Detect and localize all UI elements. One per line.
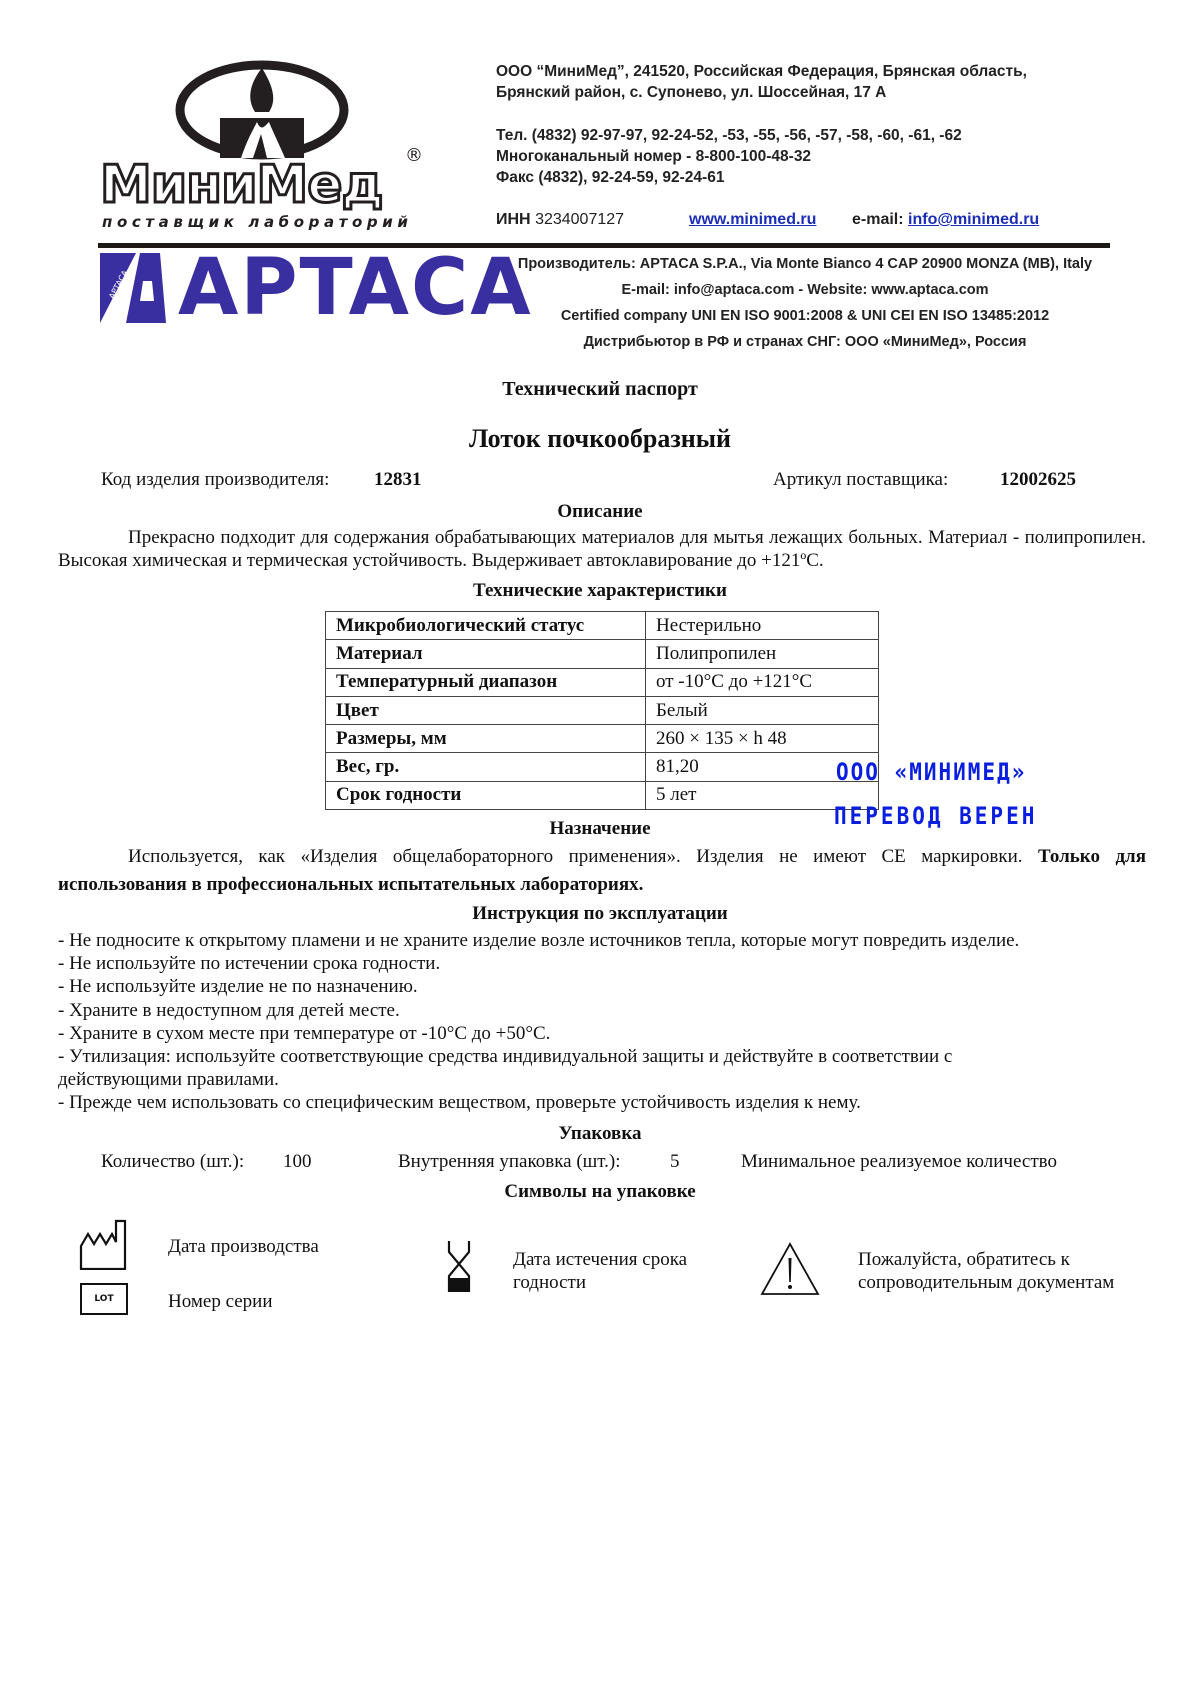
warning-triangle-icon [760, 1242, 820, 1296]
purpose-text-bold: Только для использования в профессиональных испытательных лабораториях. [58, 846, 1146, 895]
specs-heading: Технические характеристики [473, 580, 727, 601]
list-item: действующими правилами. [58, 1069, 279, 1091]
table-row [326, 668, 879, 696]
manufacturer-code-value: 12831 [374, 469, 422, 490]
spec-key: Микробиологический статус [326, 612, 646, 640]
minimed-tagline: поставщик лабораторий [102, 213, 413, 231]
consult-documents-label [858, 1248, 1114, 1294]
fax-line: Факс (4832), 92-24-59, 92-24-61 [496, 169, 725, 186]
distributor-info: Дистрибьютор в РФ и странах СНГ: ООО «МиниМед», Россия [583, 334, 1027, 350]
list-item: - Утилизация: используйте соответствующие средства индивидуальной защиты и действуйте в соответствии с [58, 1046, 953, 1068]
hourglass-icon [446, 1240, 472, 1292]
purpose-heading: Назначение [549, 818, 651, 839]
manufacturer-contacts: E-mail: info@aptaca.com - Website: www.aptaca.com [621, 282, 989, 298]
multichannel-line: Многоканальный номер - 8-800-100-48-32 [496, 148, 812, 165]
spec-key: Срок годности [326, 781, 646, 809]
address-line-2: Брянский район, с. Супонево, ул. Шоссейная, 17 А [496, 84, 887, 101]
packaging-heading: Упаковка [558, 1123, 642, 1144]
email-label: e-mail: [852, 211, 904, 228]
aptaca-wordmark: APTACA [178, 243, 533, 333]
expiry-date-label [513, 1248, 687, 1294]
inner-pack-value: 5 [670, 1151, 680, 1172]
spec-key: Температурный диапазон [326, 668, 646, 696]
instructions-list [58, 929, 1158, 1115]
company-address [496, 61, 1027, 103]
spec-key: Материал [326, 640, 646, 668]
spec-value: 81,20 [646, 753, 879, 781]
translation-stamp-company: ООО «МИНИМЕД» [836, 758, 1027, 786]
purpose-text [58, 843, 1146, 899]
spec-key: Размеры, мм [326, 725, 646, 753]
registered-mark: ® [405, 145, 423, 166]
spec-value: 5 лет [646, 781, 879, 809]
inn-label: ИНН [496, 211, 531, 228]
translation-stamp-verified: ПЕРЕВОД ВЕРЕН [834, 802, 1038, 830]
instructions-heading: Инструкция по эксплуатации [472, 903, 728, 924]
expiry-date-label-line1: Дата истечения срока [513, 1249, 688, 1270]
consult-documents-label-line2: сопроводительным документам [858, 1272, 1115, 1293]
table-row [326, 612, 879, 640]
email-link[interactable]: info@minimed.ru [908, 211, 1040, 228]
spec-value: Полипропилен [646, 640, 879, 668]
table-row [326, 753, 879, 781]
inn-value: 3234007127 [535, 211, 625, 228]
lot-icon-text: LOT [94, 1294, 114, 1304]
table-row [326, 725, 879, 753]
inner-pack-label: Внутренняя упаковка (шт.): [398, 1151, 621, 1172]
list-item: - Храните в сухом месте при температуре от -10°С до +50°С. [58, 1022, 551, 1044]
table-row [326, 781, 879, 809]
description-text: Прекрасно подходит для содержания обрабатывающих материалов для мытья лежащих больных. Материал - полипропилен. Высокая химическая и термическая устойчивость. Выдерживает автоклавирование до +121ºС. [58, 527, 1146, 571]
svg-text:APTACA: APTACA [107, 268, 130, 301]
company-identifiers [496, 209, 1040, 230]
supplier-code-label: Артикул поставщика: [773, 469, 949, 490]
spec-value: 260 × 135 × h 48 [646, 725, 879, 753]
flame-emblem-icon [175, 60, 350, 160]
spec-key: Цвет [326, 696, 646, 724]
product-title: Лоток почкообразный [468, 424, 732, 453]
website-link[interactable]: www.minimed.ru [689, 211, 817, 228]
list-item: - Храните в недоступном для детей месте. [58, 999, 400, 1021]
phone-line: Тел. (4832) 92-97-97, 92-24-52, -53, -55, -56, -57, -58, -60, -61, -62 [496, 127, 962, 144]
aptaca-logo [100, 243, 533, 333]
symbols-heading: Символы на упаковке [504, 1181, 696, 1202]
document-type: Технический паспорт [502, 378, 698, 400]
quantity-value: 100 [283, 1151, 312, 1172]
list-item: - Прежде чем использовать со специфическим веществом, проверьте устойчивость изделия к нему. [58, 1092, 861, 1114]
list-item: - Не используйте по истечении срока годности. [58, 953, 441, 975]
minimed-logo [100, 55, 430, 235]
expiry-date-label-line2: годности [513, 1272, 586, 1293]
spec-value: Нестерильно [646, 612, 879, 640]
lot-icon [80, 1283, 128, 1315]
min-quantity-label: Минимальное реализуемое количество [741, 1151, 1057, 1172]
description-heading: Описание [557, 501, 643, 522]
minimed-wordmark: МиниМед [100, 155, 383, 215]
manufacturer-address: Производитель: APTACA S.P.A., Via Monte Bianco 4 CAP 20900 MONZA (MB), Italy [517, 256, 1093, 272]
table-row [326, 696, 879, 724]
list-item: - Не используйте изделие не по назначению. [58, 976, 418, 998]
email-group [852, 209, 1039, 230]
spec-value: Белый [646, 696, 879, 724]
address-line-1: ООО “МиниМед”, 241520, Российская Федерация, Брянская область, [496, 63, 1027, 80]
batch-number-label: Номер серии [168, 1291, 273, 1312]
company-phones [496, 125, 962, 188]
supplier-code-value: 12002625 [1000, 469, 1076, 490]
aptaca-triangle-logo-icon [100, 253, 166, 323]
list-item: - Не подносите к открытому пламени и не храните изделие возле источников тепла, которые могут повредить изделие. [58, 930, 1020, 951]
manufacturer-code-label: Код изделия производителя: [101, 469, 330, 490]
consult-documents-label-line1: Пожалуйста, обратитесь к [858, 1249, 1070, 1270]
specs-table [325, 611, 879, 810]
quantity-label: Количество (шт.): [101, 1151, 245, 1172]
table-row [326, 640, 879, 668]
spec-value: от -10°С до +121°С [646, 668, 879, 696]
factory-icon [78, 1218, 128, 1270]
purpose-text-regular: Используется, как «Изделия общелабораторного применения». Изделия не имеют СЕ маркировки. [128, 846, 1039, 867]
manufacturer-certification: Certified company UNI EN ISO 9001:2008 & UNI CEI EN ISO 13485:2012 [560, 308, 1050, 324]
spec-key: Вес, гр. [326, 753, 646, 781]
manufacture-date-label: Дата производства [168, 1236, 319, 1257]
